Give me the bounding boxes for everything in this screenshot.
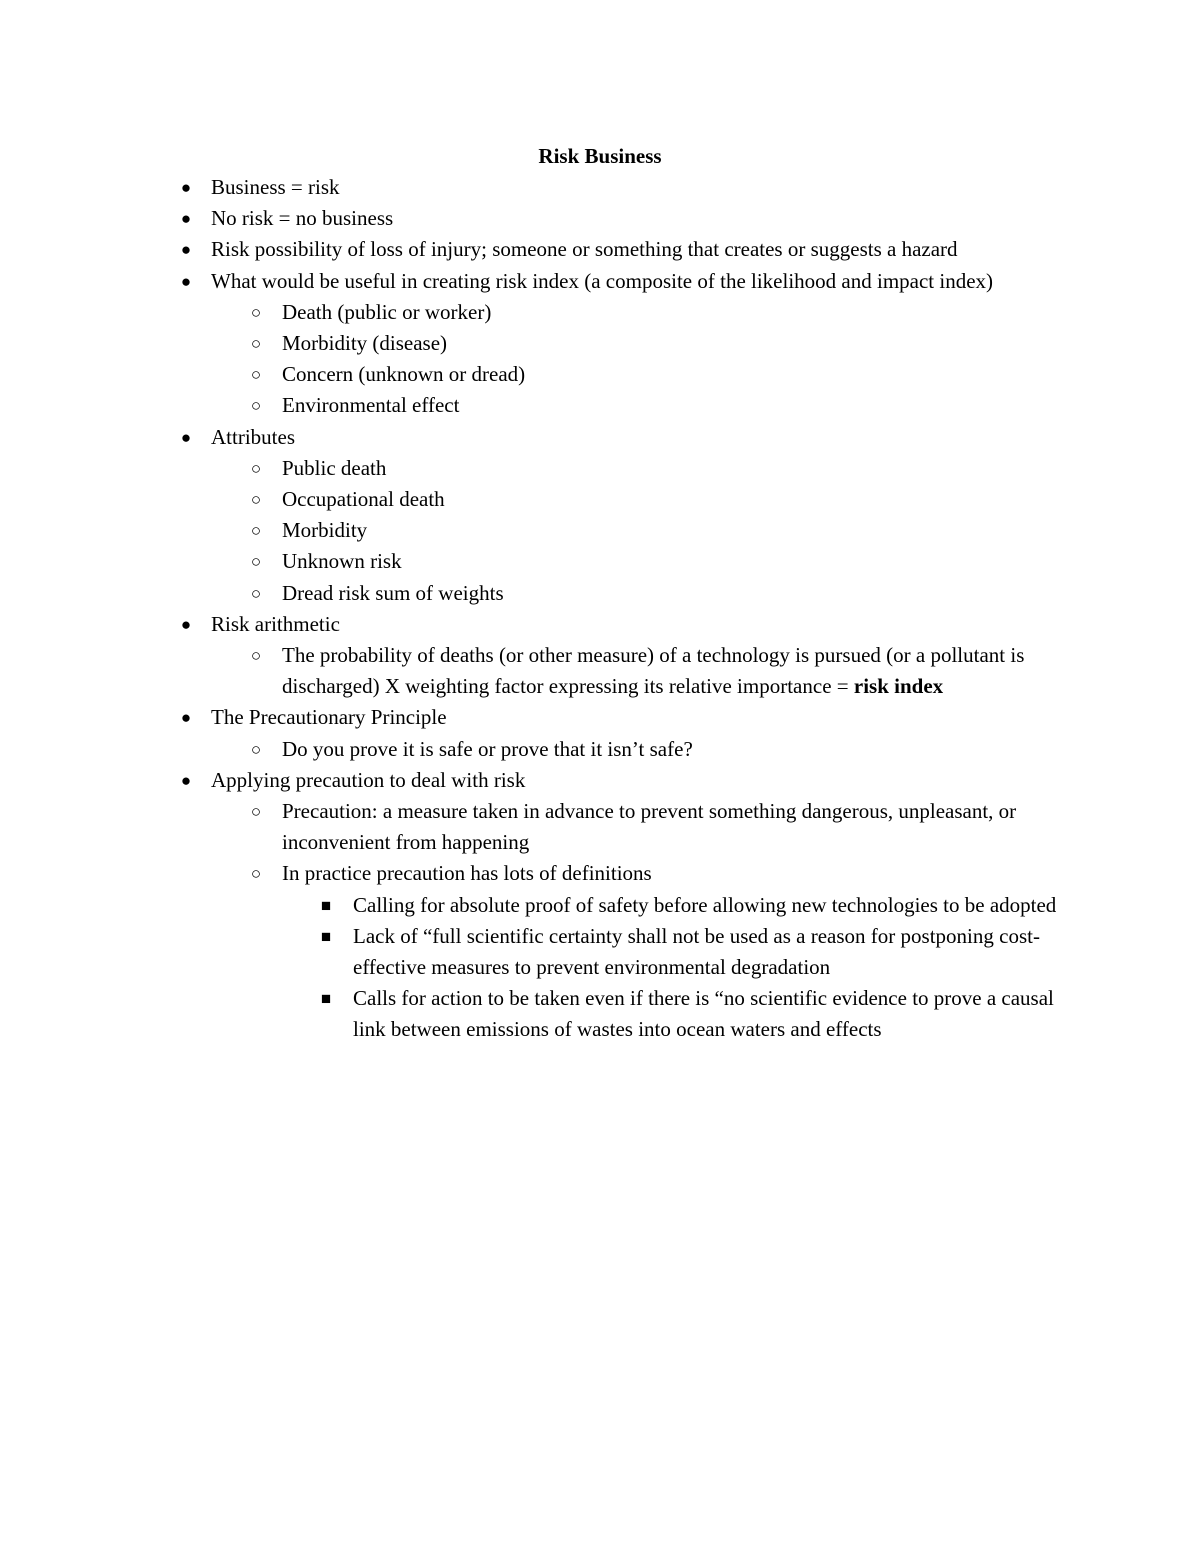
list-item-text <box>353 890 1073 921</box>
list-item-text <box>282 328 1072 359</box>
list-item-text <box>211 234 1071 265</box>
list-item <box>0 640 1200 702</box>
list-item-text <box>282 640 1072 702</box>
list-item-text <box>211 422 1071 453</box>
bullet-dot-icon: ● <box>180 178 192 197</box>
list-item <box>0 983 1200 1045</box>
list-item <box>0 765 1200 796</box>
list-item-label: Morbidity <box>282 518 368 543</box>
list-item-label: In practice precaution has lots of definitions <box>282 861 652 886</box>
bullet-circle-icon: ○ <box>250 646 262 666</box>
bullet-circle-icon: ○ <box>250 552 262 572</box>
list-item-label: Occupational death <box>282 487 445 512</box>
list-item-label: Precaution: a measure taken in advance to prevent something dangerous, unpleasant, or inconvenient from happening <box>282 799 1017 855</box>
list-item-label: Business = risk <box>211 175 340 199</box>
list-item-text <box>211 172 1071 203</box>
list-item <box>0 921 1200 983</box>
list-item <box>0 422 1200 453</box>
list-item-label: The Precautionary Principle <box>211 705 447 730</box>
bullet-circle-icon: ○ <box>250 521 262 541</box>
list-item-label: Unknown risk <box>282 549 402 574</box>
list-item-text <box>282 546 1072 577</box>
bullet-dot-icon: ● <box>180 708 192 728</box>
list-item <box>0 734 1200 765</box>
list-item-bold-term: risk index <box>853 674 944 699</box>
list-item <box>0 390 1200 421</box>
bullet-square-icon: ■ <box>320 989 332 1009</box>
bullet-dot-icon: ● <box>180 209 192 229</box>
bullet-dot-icon: ● <box>180 427 192 447</box>
bullet-circle-icon: ○ <box>250 458 262 478</box>
list-item <box>0 858 1200 889</box>
list-item-text <box>282 858 1072 889</box>
list-item-label: Risk possibility of loss of injury; someone or something that creates or suggests a hazard <box>211 237 958 262</box>
list-item-text <box>353 983 1073 1045</box>
list-item <box>0 702 1200 733</box>
list-item-label: Morbidity (disease) <box>282 331 448 356</box>
list-item-text <box>282 515 1072 546</box>
list-item <box>0 515 1200 546</box>
list-item-text <box>211 266 1071 297</box>
list-item-label: Calling for absolute proof of safety before allowing new technologies to be adopted <box>353 892 1057 917</box>
list-item-label: Concern (unknown or dread) <box>282 362 526 387</box>
list-item-text <box>282 796 1072 858</box>
list-item-label: Risk arithmetic <box>211 611 340 636</box>
list-item-label: Do you prove it is safe or prove that it isn’t safe? <box>282 736 693 761</box>
list-item <box>0 609 1200 640</box>
list-item-text <box>353 921 1073 983</box>
list-item-label: No risk = no business <box>211 206 394 231</box>
bullet-circle-icon: ○ <box>250 334 262 354</box>
list-item <box>0 484 1200 515</box>
bullet-dot-icon: ● <box>180 770 192 790</box>
list-item <box>0 796 1200 858</box>
list-item-label: Lack of “full scientific certainty shall not be used as a reason for postponing cost-effective measures to prevent environmental degradation <box>353 923 1040 980</box>
list-item <box>0 578 1200 609</box>
bullet-dot-icon: ● <box>180 240 192 260</box>
list-item-label: Public death <box>282 455 387 480</box>
list-item-label: The probability of deaths (or other measure) of a technology is pursued (or a pollutant is discharged) X weighting factor expressing its relative importance = <box>282 643 1025 699</box>
bullet-circle-icon: ○ <box>250 396 262 416</box>
list-item-text <box>282 734 1072 765</box>
list-item-text <box>282 484 1072 515</box>
list-item-text <box>211 203 1071 234</box>
list-item <box>0 890 1200 921</box>
bullet-circle-icon: ○ <box>250 864 262 884</box>
bullet-circle-icon: ○ <box>250 302 262 322</box>
bullet-circle-icon: ○ <box>250 490 262 510</box>
list-item-text <box>282 390 1072 421</box>
bullet-dot-icon: ● <box>180 271 192 291</box>
document-title: Risk Business <box>538 144 662 168</box>
list-item <box>0 172 1200 203</box>
list-item <box>0 266 1200 297</box>
list-item-label: Death (public or worker) <box>282 299 492 324</box>
list-item <box>0 546 1200 577</box>
list-item-label: Environmental effect <box>282 393 460 418</box>
list-item-label: What would be useful in creating risk index (a composite of the likelihood and impact index) <box>211 268 994 293</box>
list-item-text <box>282 359 1072 390</box>
bullet-dot-icon: ● <box>180 614 192 634</box>
list-item <box>0 203 1200 234</box>
list-item-label: Attributes <box>211 424 295 449</box>
bullet-square-icon: ■ <box>320 895 332 915</box>
list-item-text <box>282 578 1072 609</box>
list-item <box>0 359 1200 390</box>
list-item-label: Applying precaution to deal with risk <box>211 767 526 792</box>
bullet-circle-icon: ○ <box>250 365 262 385</box>
list-item-label: Dread risk sum of weights <box>282 580 504 605</box>
list-item <box>0 297 1200 328</box>
list-item-text <box>211 702 1071 733</box>
list-item <box>0 453 1200 484</box>
list-item-text <box>282 297 1072 328</box>
list-item-text <box>211 609 1071 640</box>
bullet-list <box>0 172 1200 1046</box>
list-item-label: Calls for action to be taken even if there is “no scientific evidence to prove a causal link between emissions of wastes into ocean waters and effects <box>353 986 1054 1042</box>
list-item <box>0 328 1200 359</box>
list-item-text <box>211 765 1071 796</box>
list-item <box>0 234 1200 265</box>
bullet-circle-icon: ○ <box>250 583 262 603</box>
bullet-circle-icon: ○ <box>250 739 262 759</box>
bullet-circle-icon: ○ <box>250 802 262 822</box>
list-item-text <box>282 453 1072 484</box>
bullet-square-icon: ■ <box>320 926 332 946</box>
